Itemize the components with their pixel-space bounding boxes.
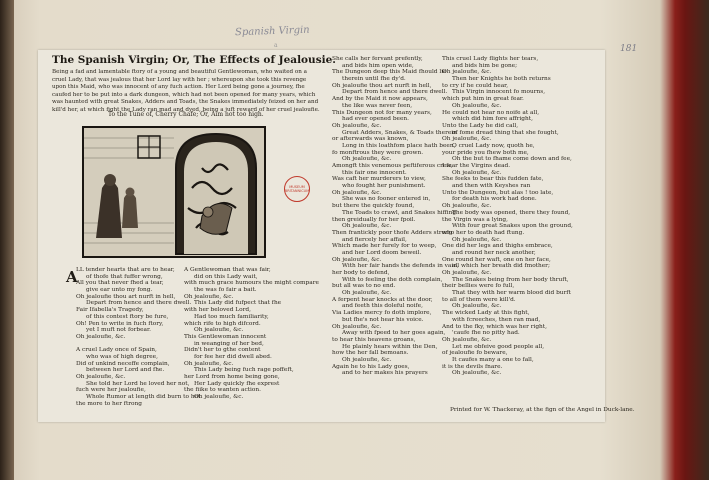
verse-line: She told her Lord he loved her not,	[86, 380, 190, 387]
verse-line: A ferpent hear knocks at the door,	[332, 296, 433, 303]
verse-line: Oh jealoufie, &c.	[442, 336, 492, 343]
verse-line: Her Lady quickly fhe exprest	[194, 380, 280, 387]
verse-line: Oh jealoufie, &c.	[342, 290, 392, 297]
verse-line: This Gentlewoman innocent	[184, 333, 267, 340]
verse-line: Amongft this venemous peftiferous crew,	[332, 163, 453, 169]
verse-line: Oh jealoufie, &c.	[342, 356, 392, 363]
verse-line: The Dungeon deep this Maid fhould lie	[332, 69, 447, 76]
verse-line: who her to death had ftung.	[442, 229, 525, 236]
verse-line: Had too much familiarity,	[194, 313, 269, 320]
verse-line: Oh jealoufie, &c.	[184, 360, 234, 367]
verse-line: with fcreeches, then ran mad,	[452, 316, 541, 323]
verse-line: their bellies were fo full,	[442, 283, 515, 290]
verse-line: Oh jealoufie, &c.	[452, 370, 502, 377]
text-column-1	[76, 267, 201, 407]
verse-line: Didn't her to gthe content	[184, 347, 261, 354]
verse-line: And by the Maid it now appears,	[332, 96, 428, 103]
verse-line: and to her makes his prayers	[342, 370, 428, 377]
verse-line: It caufes many a one to fall,	[452, 356, 534, 363]
verse-line: the was fo fair a bait.	[194, 287, 257, 294]
verse-line: between her Lord and fhe.	[86, 367, 165, 374]
library-stamp: MUSEUM BRITANNICUM	[284, 176, 310, 202]
verse-line: With her fair hands the defends in vain,	[342, 263, 459, 270]
verse-line: Oh! Pen to write in fuch ftory,	[76, 320, 164, 327]
verse-line: and bids him open wide,	[342, 62, 414, 69]
verse-line: Oh jealoufie, &c.	[452, 102, 502, 109]
verse-line: Unto the Lady he did call,	[442, 122, 519, 129]
verse-line: All you that never fhed a tear,	[76, 280, 164, 287]
verse-line: 'caufe fhe no pitty had.	[452, 330, 520, 337]
verse-line: of jealoufie fo beware,	[442, 350, 508, 357]
broadside-subtitle: Being a fad and lamentable ftory of a young and beautiful Gentlewoman, who waited on a cruel Lady, that was jealous that her Lord lay with her ; whereupon she took this revenge upon this Maid, who was innocent of any fuch action. Her Lord being gone a journey, fhe caufed her to be put into a dark dungeon, which had not been opened for many years, which was haunted with great Snakes, Adders and Toads, the Snakes immediately feized on her and kill'd her, at which fight the Lady ran mad and dyed, being a juft reward of her cruel jealoufie.	[52, 69, 320, 113]
verse-line: This cruel Lady flights her tears,	[442, 56, 539, 62]
verse-line: for death his work had done.	[452, 196, 537, 203]
verse-line: Depart from hence and there dwell.	[86, 300, 192, 307]
verse-line: Then frantickly poor thofe Adders strong	[332, 229, 453, 236]
verse-line: Oh jealoufie, &c.	[442, 270, 492, 276]
verse-line: Oh jealoufie, &c.	[76, 374, 126, 380]
verse-line: Oh jealoufie, &c.	[452, 236, 502, 243]
verse-line: With to feeling the doth complain,	[342, 276, 443, 283]
verse-line: or afterwards was known,	[332, 136, 409, 143]
verse-line: of thofe that fuffer wrong,	[86, 273, 163, 280]
woodcut-icon	[84, 128, 264, 256]
verse-line: the more to her ftrong	[76, 400, 142, 407]
verse-line: who fought her punishment.	[342, 183, 426, 190]
verse-line: Oh jealoufie, &c.	[332, 323, 382, 330]
verse-line: She calls her fervant prefently,	[332, 56, 423, 62]
verse-line: the like was never feen,	[342, 102, 413, 109]
verse-line: With four great Snakes upon the ground,	[452, 223, 573, 230]
verse-line: her Lord from home being gone,	[184, 374, 280, 380]
text-column-4	[442, 56, 594, 377]
verse-line: She feeks to bear this fudden fate,	[442, 176, 544, 183]
verse-line: Oh jealoufie thou art nurft in hell,	[332, 82, 432, 89]
verse-line: which put him in great fear.	[442, 96, 524, 103]
verse-line: then greidually for her fpoil.	[332, 216, 416, 223]
woodcut-illustration	[82, 126, 266, 258]
printer-imprint: Printed for W. Thackeray, at the fign of the Angel in Duck-lane.	[450, 407, 635, 413]
verse-line: One did her legs and thighs embrace,	[442, 243, 553, 250]
verse-line: The wicked Lady at this fight,	[442, 310, 530, 317]
verse-line: A Gentlewoman that was fair,	[184, 267, 271, 273]
verse-line: Which made her furely for to weep,	[332, 243, 437, 250]
verse-line: which did him fore affright,	[452, 116, 533, 123]
verse-line: And to the fky, which was her right,	[442, 323, 547, 330]
verse-line: and round her neck another,	[452, 249, 536, 256]
text-column-2	[184, 267, 328, 401]
verse-line: and fiercely her affail,	[342, 236, 407, 243]
verse-line: Oh jealoufie, &c.	[342, 223, 392, 230]
verse-line: and feeth this doleful noife,	[342, 303, 423, 310]
verse-line: of fome dread thing that she fought,	[452, 129, 559, 136]
verse-line: Great Adders, Snakes, & Toads therein	[342, 129, 457, 136]
verse-line: of this contest ftory be fure,	[86, 313, 169, 320]
verse-line: Was caft her murderers to view,	[332, 176, 426, 183]
verse-line: Let me obfeive good people all,	[452, 343, 545, 350]
verse-line: to all of them were kill'd.	[442, 296, 516, 303]
verse-line: He could not hear no noife at all,	[442, 109, 540, 116]
verse-line: The Snakes being from her body thruft,	[452, 276, 569, 283]
verse-line: had ever opened been.	[342, 116, 409, 123]
verse-line: and her Lord doom beweil.	[342, 249, 422, 256]
broadside-sheet	[38, 50, 635, 422]
verse-line: Oh jealoufie, &c.	[332, 256, 382, 263]
verse-line: Oh jealoufie, &c.	[194, 394, 244, 401]
verse-line: and bids him be gone;	[452, 62, 518, 69]
verse-line: Via Ladies mercy fo doth implore,	[332, 310, 432, 317]
handwritten-mark: a	[274, 42, 278, 49]
verse-line: but fhe's not hear his voice.	[342, 316, 424, 323]
verse-line: it is the devils fnare.	[442, 363, 503, 370]
verse-line: give ear unto my fong.	[86, 287, 153, 294]
verse-line: how the her fall bemoans.	[332, 350, 409, 357]
verse-line: Oh jealoufie, &c.	[442, 203, 492, 210]
verse-line: all which her breath did fmother;	[452, 263, 550, 270]
verse-line: Oh jealoufie, &c.	[442, 69, 492, 76]
verse-line: Fair Ifabella's Tragedy,	[76, 307, 144, 314]
verse-line: your pride you fhew both me,	[442, 149, 529, 156]
verse-line: He plainly hears within the Den,	[342, 343, 438, 350]
verse-line: the fiike to wanten action.	[184, 387, 261, 394]
verse-line: for fee her did dwell abed.	[194, 353, 272, 360]
folio-number: 181	[620, 44, 638, 54]
verse-line: Unto the Dungeon, but alas ! too late,	[442, 189, 554, 196]
verse-line: which rife to high difcord.	[184, 320, 261, 327]
verse-line: with much grace humours the might compare	[184, 280, 319, 287]
verse-line: This Lady being fuch rage poffeft,	[194, 367, 294, 374]
verse-line: Oh jealoufie, &c.	[342, 156, 392, 163]
verse-line: in weanging of her bed,	[194, 340, 264, 347]
verse-line: Away with fpeed to her goes again,	[342, 330, 446, 337]
verse-line: Oh jealoufie, &c.	[76, 333, 126, 340]
verse-line: Oh jealoufie thou art nurft in hell,	[76, 293, 176, 300]
verse-line: and then with Keyshes ran	[452, 183, 531, 190]
verse-line	[76, 341, 190, 348]
verse-line: This Dungeon not for many years,	[332, 109, 432, 116]
broadside-title: The Spanish Virgin; Or, The Effects of Jealousie.	[52, 54, 336, 66]
verse-line: Then her Knights he both returns	[452, 76, 551, 83]
verse-line: who was of high degree,	[86, 353, 158, 360]
verse-line: Oh jealoufie, &c.	[194, 327, 244, 334]
verse-line: Whole Rumor at length did burn to hot	[86, 394, 201, 401]
text-column-3	[332, 56, 459, 377]
verse-line: to cry if he could hear,	[442, 82, 509, 89]
verse-line: She was no fooner entered in,	[342, 196, 431, 203]
verse-line: Oh jealoufie, &c.	[332, 122, 382, 129]
verse-line: this fair one innocent.	[342, 169, 407, 176]
verse-line: Did of unkind neceffe complain,	[76, 360, 170, 367]
verse-line: This Lady did fufpect that fhe	[194, 300, 282, 307]
verse-line: LL tender hearts that are to hear,	[76, 267, 175, 273]
verse-line: did on this Lady wait,	[194, 273, 258, 280]
verse-line: but there the quickly found,	[332, 203, 415, 210]
verse-line: Depart from hence and there dwell.	[342, 89, 448, 96]
verse-line: A cruel Lady once of Spain,	[76, 347, 157, 354]
verse-line: fo monftrous they were grown.	[332, 149, 424, 156]
verse-line: Oh jealoufie, &c.	[184, 293, 234, 300]
verse-line: with her beloved Lord,	[184, 307, 251, 314]
verse-line: Again he to his Lady goes,	[332, 363, 410, 370]
verse-line: fuch were her jealoufie,	[76, 387, 146, 394]
verse-line: I fear the Virgins dead.	[442, 163, 511, 169]
verse-line: O cruel Lady now, quoth he,	[452, 142, 535, 149]
verse-line: Oh jealoufie, &c.	[452, 303, 502, 310]
verse-line: the Virgin was a lying,	[442, 216, 508, 223]
page-gutter	[0, 0, 14, 480]
tune-line: To the Tune of, Cherry Chafe; Or, Aim not too high.	[108, 111, 264, 118]
verse-line: Long in this loathfom place hath been,	[342, 142, 456, 149]
drop-cap: A	[66, 268, 78, 286]
verse-line: but all was to no end.	[332, 283, 396, 290]
verse-line: her body to defend,	[332, 270, 390, 276]
verse-line: This Virgin innocent fo mourns,	[452, 89, 546, 96]
verse-line: yet I muft not forbear.	[86, 327, 151, 334]
verse-line: therein until fhe dy'd.	[342, 76, 406, 83]
verse-line: Oh jealoufie, &c.	[332, 189, 382, 196]
verse-line: That they with her warm blood did burft	[452, 290, 571, 297]
verse-line: Oh jealoufie, &c.	[442, 136, 492, 143]
verse-line: Oh jealoufie, &c.	[452, 169, 502, 176]
handwritten-title: Spanish Virgin	[234, 24, 310, 39]
verse-line: to hear this heavens groans,	[332, 336, 416, 343]
verse-line: Oh the but to fhame come down and fee,	[452, 156, 572, 163]
verse-line: The Toads to crawl, and Snakes hiffing	[342, 209, 457, 216]
verse-line: The body was opened, there they found,	[452, 209, 571, 216]
verse-line: One round her waft, one on her face,	[442, 256, 551, 263]
